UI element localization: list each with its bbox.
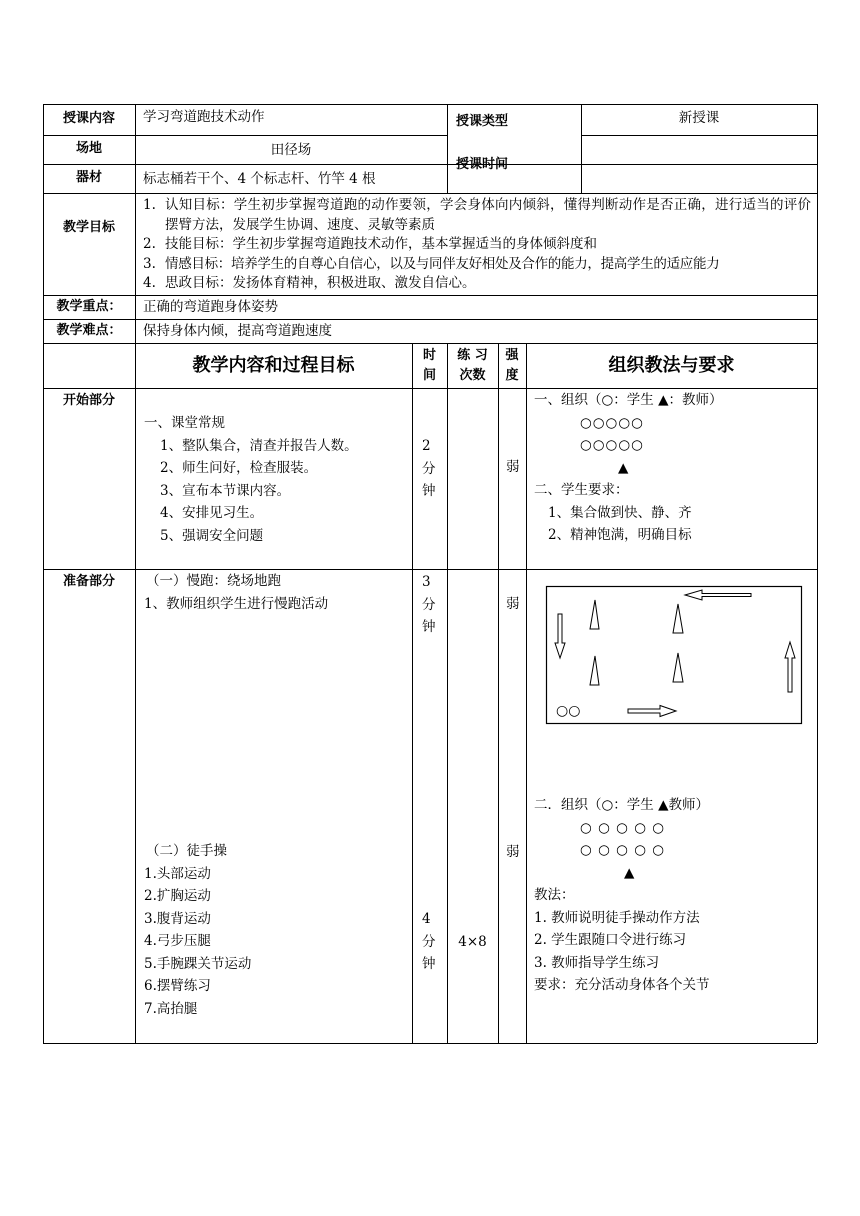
goal-item: 2. 技能目标：学生初步掌握弯道跑技术动作，基本掌握适当的身体倾斜度和 xyxy=(143,236,597,252)
list-item: 1.头部运动 xyxy=(144,865,211,882)
list-item: 5.手腕踝关节运动 xyxy=(144,955,252,972)
arrow-right-icon xyxy=(628,706,676,717)
goal-item: 1. 认知目标：学生初步掌握弯道跑的动作要领，学会身体向内倾斜，懂得判断动作是否正确，进行适当的评价摆臂方法，发展学生协调、速度、灵敏等素质 xyxy=(143,197,811,233)
exercise-title: （二）徒手操 xyxy=(146,843,227,859)
key-point-value: 正确的弯道跑身体姿势 xyxy=(143,299,278,315)
list-item: 7.高抬腿 xyxy=(144,1000,198,1017)
part1-time: 2 分 钟 xyxy=(422,438,436,499)
part2-method: 二．组织（○：学生 ▲教师） ○ ○ ○ ○ ○ ○ ○ ○ ○ ○ ▲ 教法： 1. 教师说明徒手操动作方法 2. 学生跟随口令进行练习 3. 教师指导学生练习 要求：充分活动身体各个关节 xyxy=(534,797,710,993)
list-item: 3、宣布本节课内容。 xyxy=(160,482,291,499)
list-item: 2.扩胸运动 xyxy=(144,888,211,904)
list-item: 2、师生问好，检查服装。 xyxy=(160,460,318,476)
list-item: 4、安排见习生。 xyxy=(160,505,264,521)
exercise-time: 4 分 钟 xyxy=(422,911,436,972)
list-item: 4.弓步压腿 xyxy=(144,933,211,949)
course-type-value: 新授课 xyxy=(678,110,720,126)
arrow-up-icon xyxy=(785,642,795,692)
equipment-label: 器材 xyxy=(75,170,102,185)
difficulty-value: 保持身体内倾，提高弯道跑速度 xyxy=(143,323,332,339)
part2-label: 准备部分 xyxy=(62,574,115,589)
course-type-label: 授课类型 xyxy=(456,114,509,129)
list-item: 5、强调安全问题 xyxy=(160,527,264,544)
content-column-header: 教学内容和过程目标 xyxy=(192,355,355,376)
jog-time: 3 分 钟 xyxy=(422,574,436,635)
arrow-left-icon xyxy=(685,590,751,600)
part1-content xyxy=(144,412,358,547)
time-label: 授课时间 xyxy=(456,157,509,172)
jog-intensity: 弱 xyxy=(506,596,520,612)
goal-item: 4. 思政目标：发扬体育精神，积极进取、激发自信心。 xyxy=(143,275,476,291)
jog-item: 1、教师组织学生进行慢跑活动 xyxy=(144,596,329,612)
course-content-value: 学习弯道跑技术动作 xyxy=(143,109,265,125)
field-border xyxy=(547,587,802,724)
method-column-header: 组织教法与要求 xyxy=(608,355,735,376)
goal-item: 3. 情感目标：培养学生的自尊心自信心，以及与同伴友好相处及合作的能力，提高学生的适应能力 xyxy=(143,255,720,272)
jogging-field-diagram xyxy=(540,580,810,730)
part1-method: 一、组织（○：学生 ▲：教师） ○○○○○ ○○○○○ ▲ 二、学生要求： 1、集合做到快、静、齐 2、精神饱满，明确目标 xyxy=(534,392,723,543)
key-point-label: 教学重点： xyxy=(56,299,122,314)
teacher-marker: ▲ xyxy=(618,459,629,476)
intensity-column-header: 强 度 xyxy=(505,348,519,383)
course-content-label: 授课内容 xyxy=(62,111,115,126)
teacher-marker: ▲ xyxy=(624,864,635,881)
venue-value: 田径场 xyxy=(270,142,312,158)
exercise-reps: 4×8 xyxy=(458,934,487,950)
list-item: 1、整队集合，清查并报告人数。 xyxy=(160,437,358,454)
list-item: 一、课堂常规 xyxy=(144,415,225,431)
arrow-down-icon xyxy=(555,614,565,658)
cone-icon xyxy=(590,600,683,685)
students-marker: ○○ xyxy=(556,703,581,719)
time-column-header: 时 间 xyxy=(422,348,436,383)
exercise-list xyxy=(146,840,251,1020)
equipment-value: 标志桶若干个、4 个标志杆、竹竿 4 根 xyxy=(143,171,376,187)
part1-intensity: 弱 xyxy=(506,459,520,475)
exercise-intensity: 弱 xyxy=(506,844,520,860)
reps-column-header: 练 习 次数 xyxy=(457,348,488,383)
difficulty-label: 教学难点： xyxy=(56,323,122,338)
jog-title: （一）慢跑：绕场地跑 xyxy=(146,573,281,589)
goals-list xyxy=(143,196,811,294)
goals-label: 教学目标 xyxy=(62,220,115,235)
part1-label: 开始部分 xyxy=(62,393,115,408)
venue-label: 场地 xyxy=(75,141,102,156)
list-item: 3.腹背运动 xyxy=(144,910,211,927)
list-item: 6.摆臂练习 xyxy=(144,978,211,994)
